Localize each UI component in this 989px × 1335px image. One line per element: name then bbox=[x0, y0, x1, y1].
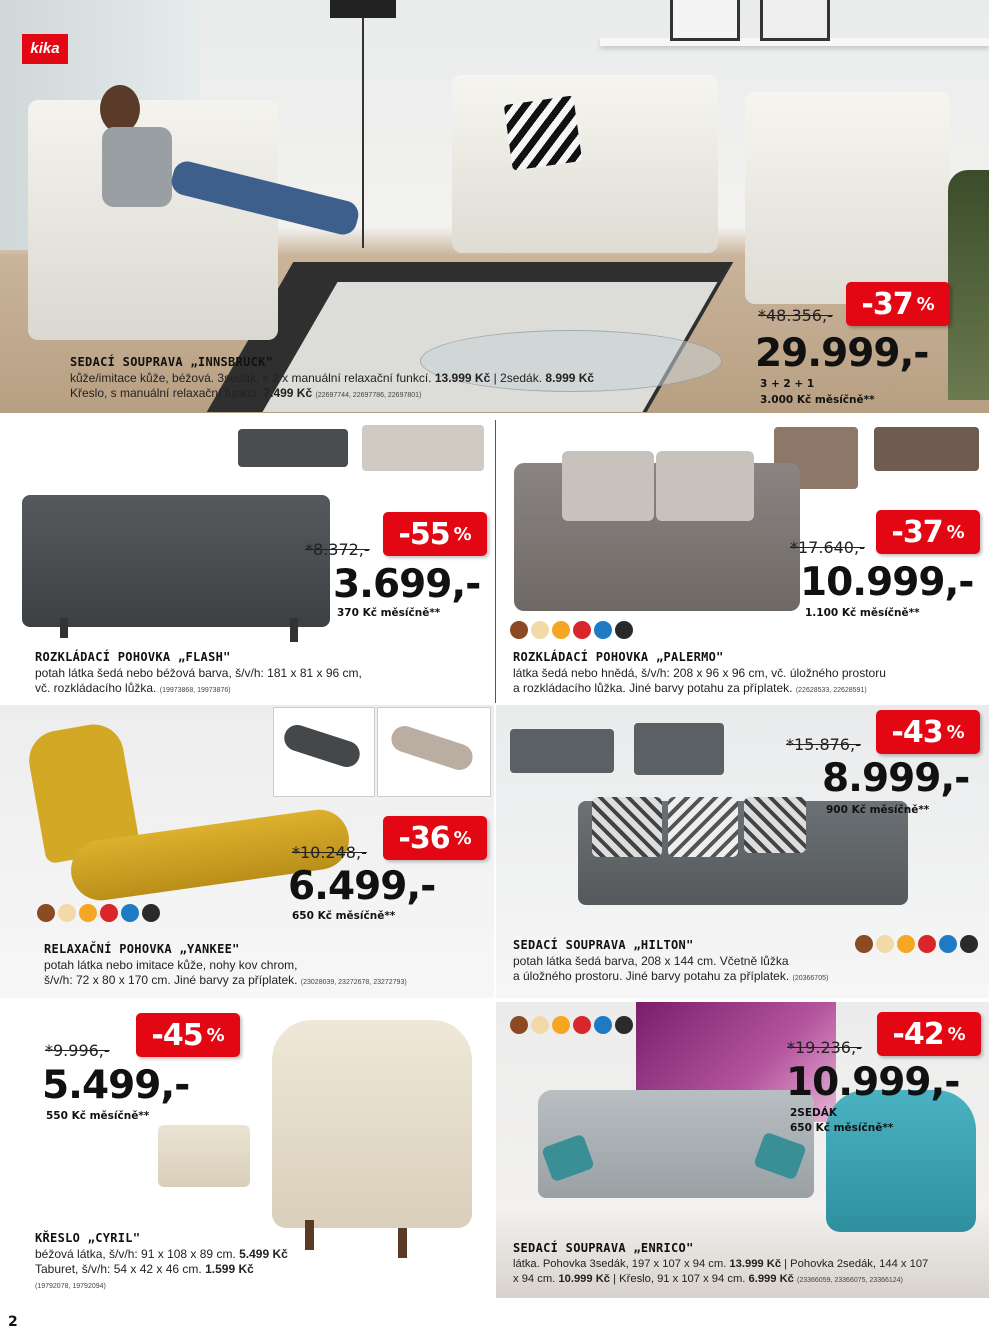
cushion-image bbox=[656, 451, 754, 521]
old-price: *8.372,- bbox=[305, 540, 370, 559]
product-description bbox=[513, 954, 853, 986]
discount-badge bbox=[383, 512, 487, 556]
desc-line: kůže/imitace kůže, béžová. 3sedák, s 2 x manuální relaxační funkcí. bbox=[70, 371, 435, 385]
desc-line: potah látka šedá nebo béžová barva, š/v/h: 181 x 81 x 96 cm, bbox=[35, 666, 362, 680]
color-swatch-black[interactable] bbox=[615, 1016, 633, 1034]
product-description bbox=[513, 1257, 987, 1288]
product-description bbox=[44, 958, 484, 990]
patterned-pillow-image bbox=[592, 797, 662, 857]
color-swatch-black[interactable] bbox=[615, 621, 633, 639]
color-swatch-cream[interactable] bbox=[531, 621, 549, 639]
product-code: (19792078, 19792094) bbox=[35, 1283, 106, 1290]
product-description bbox=[70, 371, 710, 403]
sofa-bed-small-image bbox=[510, 729, 614, 773]
discount-badge bbox=[846, 282, 950, 326]
color-swatch-cream[interactable] bbox=[531, 1016, 549, 1034]
two-seater-sofa-image bbox=[452, 75, 718, 253]
discount-badge bbox=[876, 510, 980, 554]
color-swatches bbox=[510, 1016, 633, 1034]
percent-sign: % bbox=[206, 1024, 225, 1046]
color-swatches bbox=[510, 621, 633, 639]
price: 10.999,- bbox=[800, 560, 974, 605]
monthly-payment: 900 Kč měsíčně** bbox=[826, 804, 930, 816]
monthly-payment: 1.100 Kč měsíčně** bbox=[805, 607, 920, 619]
product-title: SEDACÍ SOUPRAVA „HILTON" bbox=[513, 938, 694, 952]
armchair-cyril-image bbox=[272, 1020, 472, 1228]
plant-image bbox=[948, 170, 989, 400]
product-title: KŘESLO „CYRIL" bbox=[35, 1231, 141, 1245]
cushion-image bbox=[562, 451, 654, 521]
color-swatch-red[interactable] bbox=[100, 904, 118, 922]
old-price: *48.356,- bbox=[758, 306, 833, 325]
desc-line: a úložného prostoru. Jiné barvy potahu za příplatek. bbox=[513, 969, 793, 983]
product-title: RELAXAČNÍ POHOVKA „YANKEE" bbox=[44, 942, 240, 956]
color-swatch-blue[interactable] bbox=[121, 904, 139, 922]
ottoman-image bbox=[158, 1125, 250, 1187]
discount-badge bbox=[876, 710, 980, 754]
patterned-pillow-image bbox=[668, 797, 738, 857]
price-inline: 1.599 Kč bbox=[205, 1262, 254, 1276]
desc-line: potah látka šedá barva, 208 x 144 cm. Včetně lůžka bbox=[513, 954, 789, 968]
price: 5.499,- bbox=[42, 1063, 190, 1108]
price: 3.699,- bbox=[333, 562, 481, 607]
product-description bbox=[35, 666, 475, 698]
desc-line: Křeslo, s manuální relaxační funkcí. bbox=[70, 386, 264, 400]
product-title: ROZKLÁDACÍ POHOVKA „FLASH" bbox=[35, 650, 231, 664]
percent-sign: % bbox=[916, 293, 935, 315]
color-swatch-brown[interactable] bbox=[855, 935, 873, 953]
color-swatch-black[interactable] bbox=[142, 904, 160, 922]
sofa-flash-image bbox=[22, 495, 330, 627]
desc-line: | 2sedák. bbox=[490, 371, 546, 385]
discount-value: -37 bbox=[891, 514, 943, 550]
color-swatch-red[interactable] bbox=[573, 1016, 591, 1034]
lamp-stand-image bbox=[362, 18, 364, 248]
price-inline: 13.999 Kč bbox=[729, 1258, 782, 1270]
desc-line: a rozkládacího lůžka. Jiné barvy potahu za příplatek. bbox=[513, 681, 796, 695]
price-inline: 8.999 Kč bbox=[545, 371, 595, 385]
product-code: (20366705) bbox=[792, 975, 829, 982]
desc-line: béžová látka, š/v/h: 91 x 108 x 89 cm. bbox=[35, 1247, 240, 1261]
old-price: *19.236,- bbox=[787, 1038, 862, 1057]
price-inline: 6.999 Kč bbox=[748, 1273, 794, 1285]
color-swatch-cream[interactable] bbox=[876, 935, 894, 953]
armchair-enrico-image bbox=[826, 1090, 976, 1232]
monthly-payment: 650 Kč měsíčně** bbox=[292, 910, 396, 922]
color-swatches bbox=[855, 935, 978, 953]
price-inline: 5.499 Kč bbox=[239, 1247, 288, 1261]
discount-value: -36 bbox=[398, 820, 450, 856]
discount-value: -42 bbox=[892, 1016, 944, 1052]
product-code: (23366059, 23366075, 23366124) bbox=[797, 1277, 903, 1284]
percent-sign: % bbox=[947, 1023, 966, 1045]
picture-frame-image bbox=[670, 0, 740, 41]
percent-sign: % bbox=[453, 523, 472, 545]
price-inline: 7.499 Kč bbox=[263, 386, 313, 400]
old-price: *17.640,- bbox=[790, 538, 865, 557]
old-price: *15.876,- bbox=[786, 735, 861, 754]
percent-sign: % bbox=[453, 827, 472, 849]
armchair-leg-image bbox=[305, 1220, 314, 1250]
sofa-storage-image bbox=[874, 427, 979, 471]
picture-frame-image bbox=[760, 0, 830, 41]
price: 10.999,- bbox=[786, 1060, 960, 1105]
woman-image bbox=[90, 85, 360, 245]
percent-sign: % bbox=[946, 521, 965, 543]
desc-line: Taburet, š/v/h: 54 x 42 x 46 cm. bbox=[35, 1262, 206, 1276]
patterned-pillow-image bbox=[744, 797, 806, 853]
color-swatches bbox=[37, 904, 160, 922]
set-note: 2SEDÁK bbox=[790, 1107, 838, 1119]
color-swatch-red[interactable] bbox=[573, 621, 591, 639]
desc-line: š/v/h: 72 x 80 x 170 cm. Jiné barvy za příplatek. bbox=[44, 973, 301, 987]
armchair-image bbox=[745, 92, 950, 304]
color-swatch-black[interactable] bbox=[960, 935, 978, 953]
color-swatch-blue[interactable] bbox=[939, 935, 957, 953]
sofa-leg-image bbox=[290, 618, 298, 642]
monthly-payment: 650 Kč měsíčně** bbox=[790, 1122, 894, 1134]
kika-logo: kika bbox=[22, 34, 68, 64]
desc-line: vč. rozkládacího lůžka. bbox=[35, 681, 160, 695]
page-number: 2 bbox=[8, 1314, 18, 1330]
color-swatch-brown[interactable] bbox=[510, 1016, 528, 1034]
desc-line: | Pohovka 2sedák, 144 x 107 bbox=[781, 1258, 929, 1270]
price-inline: 13.999 Kč bbox=[434, 371, 491, 385]
price: 6.499,- bbox=[288, 864, 436, 909]
product-code: (19973868, 19973876) bbox=[159, 687, 231, 694]
product-title: SEDACÍ SOUPRAVA „ENRICO" bbox=[513, 1241, 694, 1255]
discount-badge bbox=[136, 1013, 240, 1057]
monthly-payment: 550 Kč měsíčně** bbox=[46, 1110, 150, 1122]
sofa-dark-small-image bbox=[238, 429, 348, 467]
desc-line: | Křeslo, 91 x 107 x 94 cm. bbox=[610, 1273, 749, 1285]
percent-sign: % bbox=[946, 721, 965, 743]
color-swatch-blue[interactable] bbox=[594, 621, 612, 639]
lamp-image bbox=[330, 0, 396, 18]
product-description bbox=[513, 666, 983, 698]
color-swatch-blue[interactable] bbox=[594, 1016, 612, 1034]
product-title: SEDACÍ SOUPRAVA „INNSBRUCK" bbox=[70, 355, 274, 369]
price: 8.999,- bbox=[822, 756, 970, 801]
product-title: ROZKLÁDACÍ POHOVKA „PALERMO" bbox=[513, 650, 724, 664]
product-description bbox=[35, 1247, 475, 1294]
color-swatch-cream[interactable] bbox=[58, 904, 76, 922]
color-swatch-brown[interactable] bbox=[37, 904, 55, 922]
product-code: (23028039, 23272678, 23272793) bbox=[300, 979, 407, 986]
color-swatch-orange[interactable] bbox=[552, 1016, 570, 1034]
pillow-image bbox=[504, 95, 583, 170]
color-swatch-orange[interactable] bbox=[79, 904, 97, 922]
discount-value: -55 bbox=[398, 516, 450, 552]
discount-badge bbox=[383, 816, 487, 860]
color-swatch-orange[interactable] bbox=[552, 621, 570, 639]
product-code: (22697744, 22697786, 22697801) bbox=[315, 392, 422, 399]
color-swatch-brown[interactable] bbox=[510, 621, 528, 639]
sofa-beige-small-image bbox=[362, 425, 484, 471]
old-price: *10.248,- bbox=[292, 843, 367, 862]
discount-value: -37 bbox=[861, 286, 913, 322]
old-price: *9.996,- bbox=[45, 1041, 110, 1060]
set-note: 3 + 2 + 1 bbox=[760, 378, 815, 390]
sofa-leg-image bbox=[60, 618, 68, 638]
price-inline: 10.999 Kč bbox=[558, 1273, 611, 1285]
color-swatch-red[interactable] bbox=[918, 935, 936, 953]
price: 29.999,- bbox=[755, 331, 929, 376]
desc-line: látka. Pohovka 3sedák, 197 x 107 x 94 cm. bbox=[513, 1258, 730, 1270]
desc-line: x 94 cm. bbox=[513, 1273, 559, 1285]
product-code: (22628533, 22628591) bbox=[795, 687, 867, 694]
monthly-payment: 3.000 Kč měsíčně** bbox=[760, 394, 875, 406]
color-swatch-orange[interactable] bbox=[897, 935, 915, 953]
discount-value: -43 bbox=[891, 714, 943, 750]
desc-line: potah látka nebo imitace kůže, nohy kov chrom, bbox=[44, 958, 298, 972]
monthly-payment: 370 Kč měsíčně** bbox=[337, 607, 441, 619]
sofa-storage-small-image bbox=[634, 723, 724, 775]
discount-value: -45 bbox=[151, 1017, 203, 1053]
desc-line: látka šedá nebo hnědá, š/v/h: 208 x 96 x 96 cm, vč. úložného prostoru bbox=[513, 666, 886, 680]
discount-badge bbox=[877, 1012, 981, 1056]
